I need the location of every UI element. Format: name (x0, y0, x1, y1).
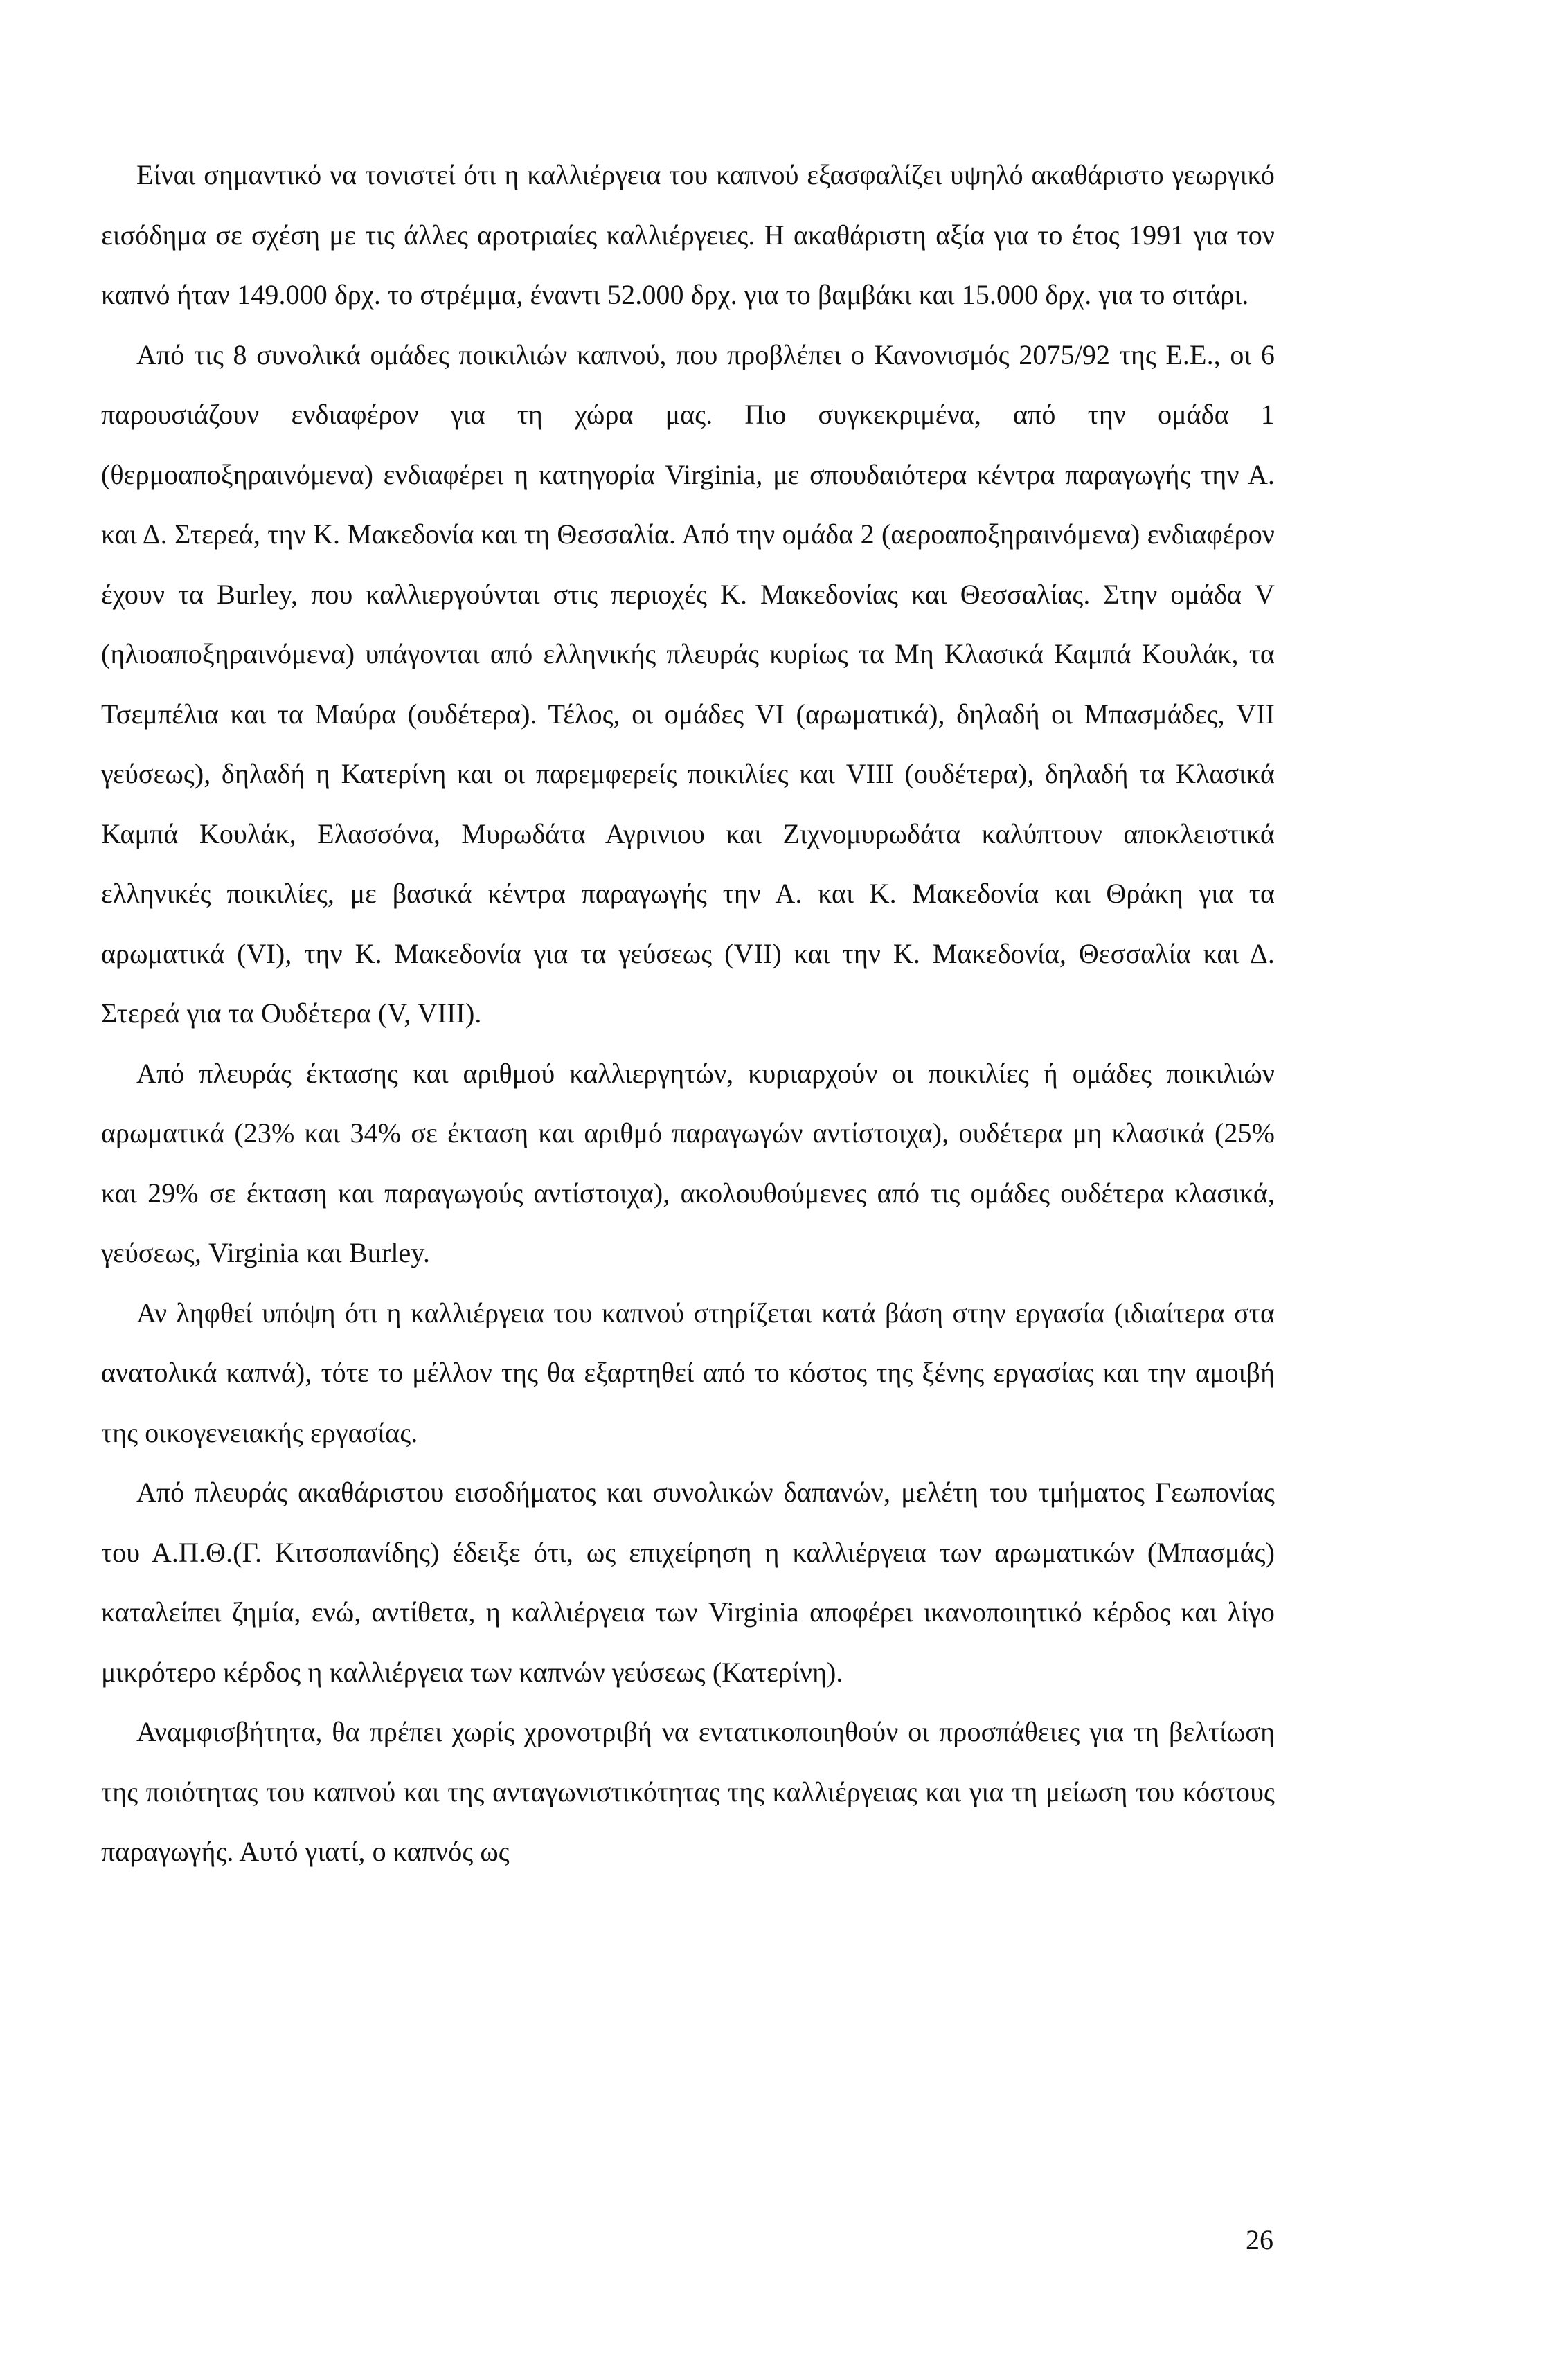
paragraph-2: Από τις 8 συνολικά ομάδες ποικιλιών καπνού, που προβλέπει ο Κανονισμός 2075/92 της Ε.Ε., οι 6 παρουσιάζουν ενδιαφέρον για τη χώρα μας. Πιο συγκεκριμένα, από την ομάδα 1 (θερμοαποξηραινόμενα) ενδιαφέρει η κατηγορία Virginia, με σπουδαιότερα κέντρα παραγωγής την Α. και Δ. Στερεά, την Κ. Μακεδονία και τη Θεσσαλία. Από την ομάδα 2 (αεροαποξηραινόμενα) ενδιαφέρον έχουν τα Burley, που καλλιεργούνται στις περιοχές Κ. Μακεδονίας και Θεσσαλίας. Στην ομάδα V (ηλιοαποξηραινόμενα) υπάγονται από ελληνικής πλευράς κυρίως τα Μη Κλασικά Καμπά Κουλάκ, τα Τσεμπέλια και τα Μαύρα (ουδέτερα). Τέλος, οι ομάδες VI (αρωματικά), δηλαδή οι Μπασμάδες, VII γεύσεως), δηλαδή η Κατερίνη και οι παρεμφερείς ποικιλίες και VIII (ουδέτερα), δηλαδή τα Κλασικά Καμπά Κουλάκ, Ελασσόνα, Μυρωδάτα Αγρινιου και Ζιχνομυρωδάτα καλύπτουν αποκλειστικά ελληνικές ποικιλίες, με βασικά κέντρα παραγωγής την Α. και Κ. Μακεδονία και Θράκη για τα αρωματικά (VI), την Κ. Μακεδονία για τα γεύσεως (VII) και την Κ. Μακεδονία, Θεσσαλία και Δ. Στερεά για τα Ουδέτερα (V, VIII). (101, 339, 1275, 1029)
paragraph-1: Είναι σημαντικό να τονιστεί ότι η καλλιέργεια του καπνού εξασφαλίζει υψηλό ακαθάριστο γεωργικό εισόδημα σε σχέση με τις άλλες αροτριαίες καλλιέργειες. Η ακαθάριστη αξία για το έτος 1991 για τον καπνό ήταν 149.000 δρχ. το στρέμμα, έναντι 52.000 δρχ. για το βαμβάκι και 15.000 δρχ. για το σιτάρι. (101, 159, 1275, 310)
paragraph-6: Αναμφισβήτητα, θα πρέπει χωρίς χρονοτριβή να εντατικοποιηθούν οι προσπάθειες για τη βελτίωση της ποιότητας του καπνού και της ανταγωνιστικότητας της καλλιέργειας και για τη μείωση του κόστους παραγωγής. Αυτό γιατί, ο καπνός ως (101, 1716, 1275, 1867)
paragraph-5: Από πλευράς ακαθάριστου εισοδήματος και συνολικών δαπανών, μελέτη του τμήματος Γεωπονίας του Α.Π.Θ.(Γ. Κιτσοπανίδης) έδειξε ότι, ως επιχείρηση η καλλιέργεια των αρωματικών (Μπασμάς) καταλείπει ζημία, ενώ, αντίθετα, η καλλιέργεια των Virginia αποφέρει ικανοποιητικό κέρδος και λίγο μικρότερο κέρδος η καλλιέργεια των καπνών γεύσεως (Κατερίνη). (101, 1477, 1275, 1688)
paragraph-3: Από πλευράς έκτασης και αριθμού καλλιεργητών, κυριαρχούν οι ποικιλίες ή ομάδες ποικιλιών αρωματικά (23% και 34% σε έκταση και αριθμό παραγωγών αντίστοιχα), ουδέτερα μη κλασικά (25% και 29% σε έκταση και παραγωγούς αντίστοιχα), ακολουθούμενες από τις ομάδες ουδέτερα κλασικά, γεύσεως, Virginia και Burley. (101, 1057, 1275, 1268)
page-number: 26 (1246, 2224, 1273, 2255)
body-text (101, 145, 1275, 1882)
paragraph-4: Αν ληφθεί υπόψη ότι η καλλιέργεια του καπνού στηρίζεται κατά βάση στην εργασία (ιδιαίτερα στα ανατολικά καπνά), τότε το μέλλον της θα εξαρτηθεί από το κόστος της ξένης εργασίας και την αμοιβή της οικογενειακής εργασίας. (101, 1297, 1275, 1448)
